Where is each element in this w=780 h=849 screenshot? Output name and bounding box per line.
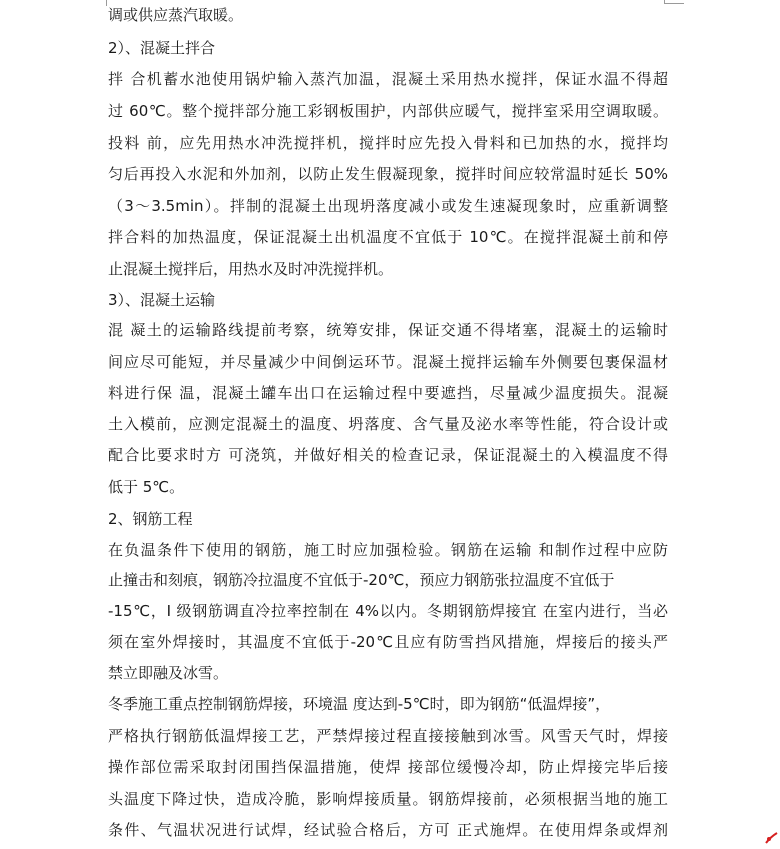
crop-mark-top-left bbox=[100, 0, 107, 6]
body-line: 条件、气温状况进行试焊，经试验合格后，方可 正式施焊。在使用焊条或焊剂 bbox=[108, 821, 668, 839]
body-line: 止混凝土搅拌后，用热水及时冲洗搅拌机。 bbox=[108, 260, 394, 278]
body-line: 止撞击和刻痕，钢筋冷拉温度不宜低于-20℃，预应力钢筋张拉温度不宜低于 bbox=[108, 571, 615, 589]
body-line: 在负温条件下使用的钢筋，施工时应加强检验。钢筋在运输 和制作过程中应防 bbox=[108, 541, 668, 559]
body-line: 严格执行钢筋低温焊接工艺，严禁焊接过程直接接触到冰雪。风雪天气时，焊接 bbox=[108, 727, 668, 745]
body-line: 调或供应蒸汽取暖。 bbox=[108, 6, 244, 24]
crop-mark-top-right bbox=[664, 3, 684, 4]
body-line: 操作部位需采取封闭围挡保温措施，使焊 接部位缓慢冷却，防止焊接完毕后接 bbox=[108, 758, 668, 776]
section-heading: 3）、混凝土运输 bbox=[108, 291, 216, 309]
body-line: 配合比要求时方 可浇筑，并做好相关的检查记录，保证混凝土的入模温度不得 bbox=[108, 446, 668, 464]
body-line: 过 60℃。整个搅拌部分施工彩钢板围护，内部供应暖气，搅拌室采用空调取暖。 bbox=[108, 102, 668, 120]
body-line: 匀后再投入水泥和外加剂，以防止发生假凝现象，搅拌时间应较常温时延长 50% bbox=[108, 165, 668, 183]
section-heading: 2、钢筋工程 bbox=[108, 510, 193, 528]
body-line: 间应尽可能短，并尽量减少中间倒运环节。混凝土搅拌运输车外侧要包裹保温材 bbox=[108, 353, 668, 371]
body-line: 须在室外焊接时，其温度不宜低于-20℃且应有防雪挡风措施，焊接后的接头严 bbox=[108, 633, 668, 651]
body-line: 料进行保 温，混凝土罐车出口在运输过程中要遮挡，尽量减少温度损失。混凝 bbox=[108, 384, 668, 402]
body-line: （3～3.5min）。拌制的混凝土出现坍落度减小或发生速凝现象时，应重新调整 bbox=[108, 197, 668, 215]
page-edge-marker-icon bbox=[764, 830, 778, 844]
body-line: 投料 前，应先用热水冲洗搅拌机，搅拌时应先投入骨料和已加热的水，搅拌均 bbox=[108, 134, 668, 152]
body-line: 冬季施工重点控制钢筋焊接，环境温 度达到-5℃时，即为钢筋“低温焊接”， bbox=[108, 695, 611, 713]
body-line: 拌合料的加热温度，保证混凝土出机温度不宜低于 10℃。在搅拌混凝土前和停 bbox=[108, 228, 668, 246]
body-line: 低于 5℃。 bbox=[108, 478, 185, 496]
body-line: 土入模前，应测定混凝土的温度、坍落度、含气量及泌水率等性能，符合设计或 bbox=[108, 415, 668, 433]
body-line: 禁立即融及冰雪。 bbox=[108, 664, 229, 682]
body-line: 头温度下降过快，造成冷脆，影响焊接质量。钢筋焊接前，必须根据当地的施工 bbox=[108, 790, 668, 808]
body-line: 拌 合机蓄水池使用锅炉输入蒸汽加温，混凝土采用热水搅拌，保证水温不得超 bbox=[108, 70, 668, 88]
body-line: 混 凝土的运输路线提前考察，统筹安排，保证交通不得堵塞，混凝土的运输时 bbox=[108, 321, 668, 339]
section-heading: 2）、混凝土拌合 bbox=[108, 39, 216, 57]
body-line: -15℃，I 级钢筋调直冷拉率控制在 4%以内。冬期钢筋焊接宜 在室内进行，当必 bbox=[108, 602, 668, 620]
